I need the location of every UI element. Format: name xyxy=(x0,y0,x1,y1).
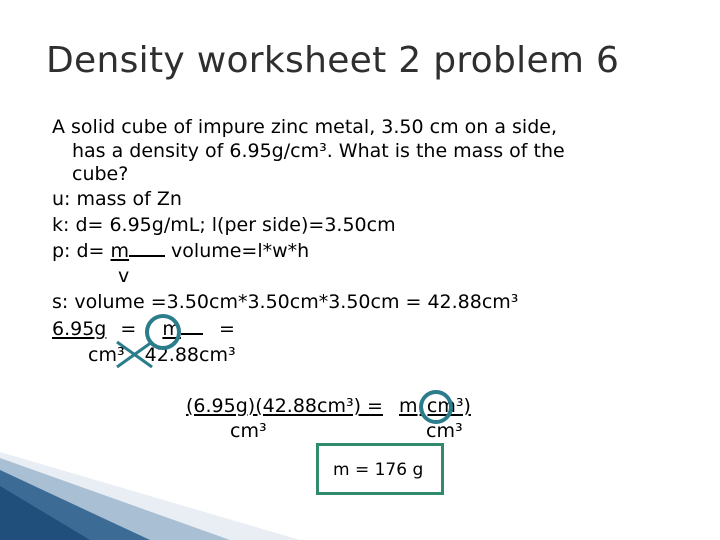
problem-line-1: A solid cube of impure zinc metal, 3.50 cm on a side, xyxy=(52,116,557,138)
cross-m: m xyxy=(399,395,418,417)
highlight-circle-m-2 xyxy=(419,390,453,424)
ratio-bar-2 xyxy=(181,319,203,335)
ratio-eq-1: = xyxy=(120,318,137,340)
cross-num: (6.95g)(42.88cm³) = xyxy=(186,395,383,417)
highlight-circle-m xyxy=(145,314,181,350)
cross-rhs: (cm³) xyxy=(419,395,471,417)
plan-fraction-bar xyxy=(129,241,165,257)
ratio-numerator-line xyxy=(52,318,235,340)
cross-den-left: cm³ xyxy=(230,420,267,442)
problem-line-2: has a density of 6.95g/cm³. What is the mass of the xyxy=(72,140,565,162)
ratio-eq-2: = xyxy=(218,318,235,340)
page-title: Density worksheet 2 problem 6 xyxy=(46,40,620,81)
plan-denominator: v xyxy=(118,265,130,287)
ratio-num-2: m xyxy=(162,318,181,340)
known-line: k: d= 6.95g/mL; l(per side)=3.50cm xyxy=(52,214,396,236)
cross-den-right: cm³ xyxy=(426,420,463,442)
plan-volume: volume=l*w*h xyxy=(171,240,310,262)
ratio-den-1: cm³ xyxy=(88,344,125,366)
unknown-line: u: mass of Zn xyxy=(52,188,182,210)
ratio-num-1: 6.95g xyxy=(52,318,107,340)
plan-mass: m xyxy=(110,240,130,262)
solve-line: s: volume =3.50cm*3.50cm*3.50cm = 42.88cm³ xyxy=(52,291,519,313)
answer-text: m = 176 g xyxy=(333,460,424,480)
ratio-den-2: 42.88cm³ xyxy=(144,344,236,366)
plan-line xyxy=(52,240,309,262)
problem-line-3: cube? xyxy=(72,163,129,185)
plan-prefix: p: d= xyxy=(52,240,111,262)
